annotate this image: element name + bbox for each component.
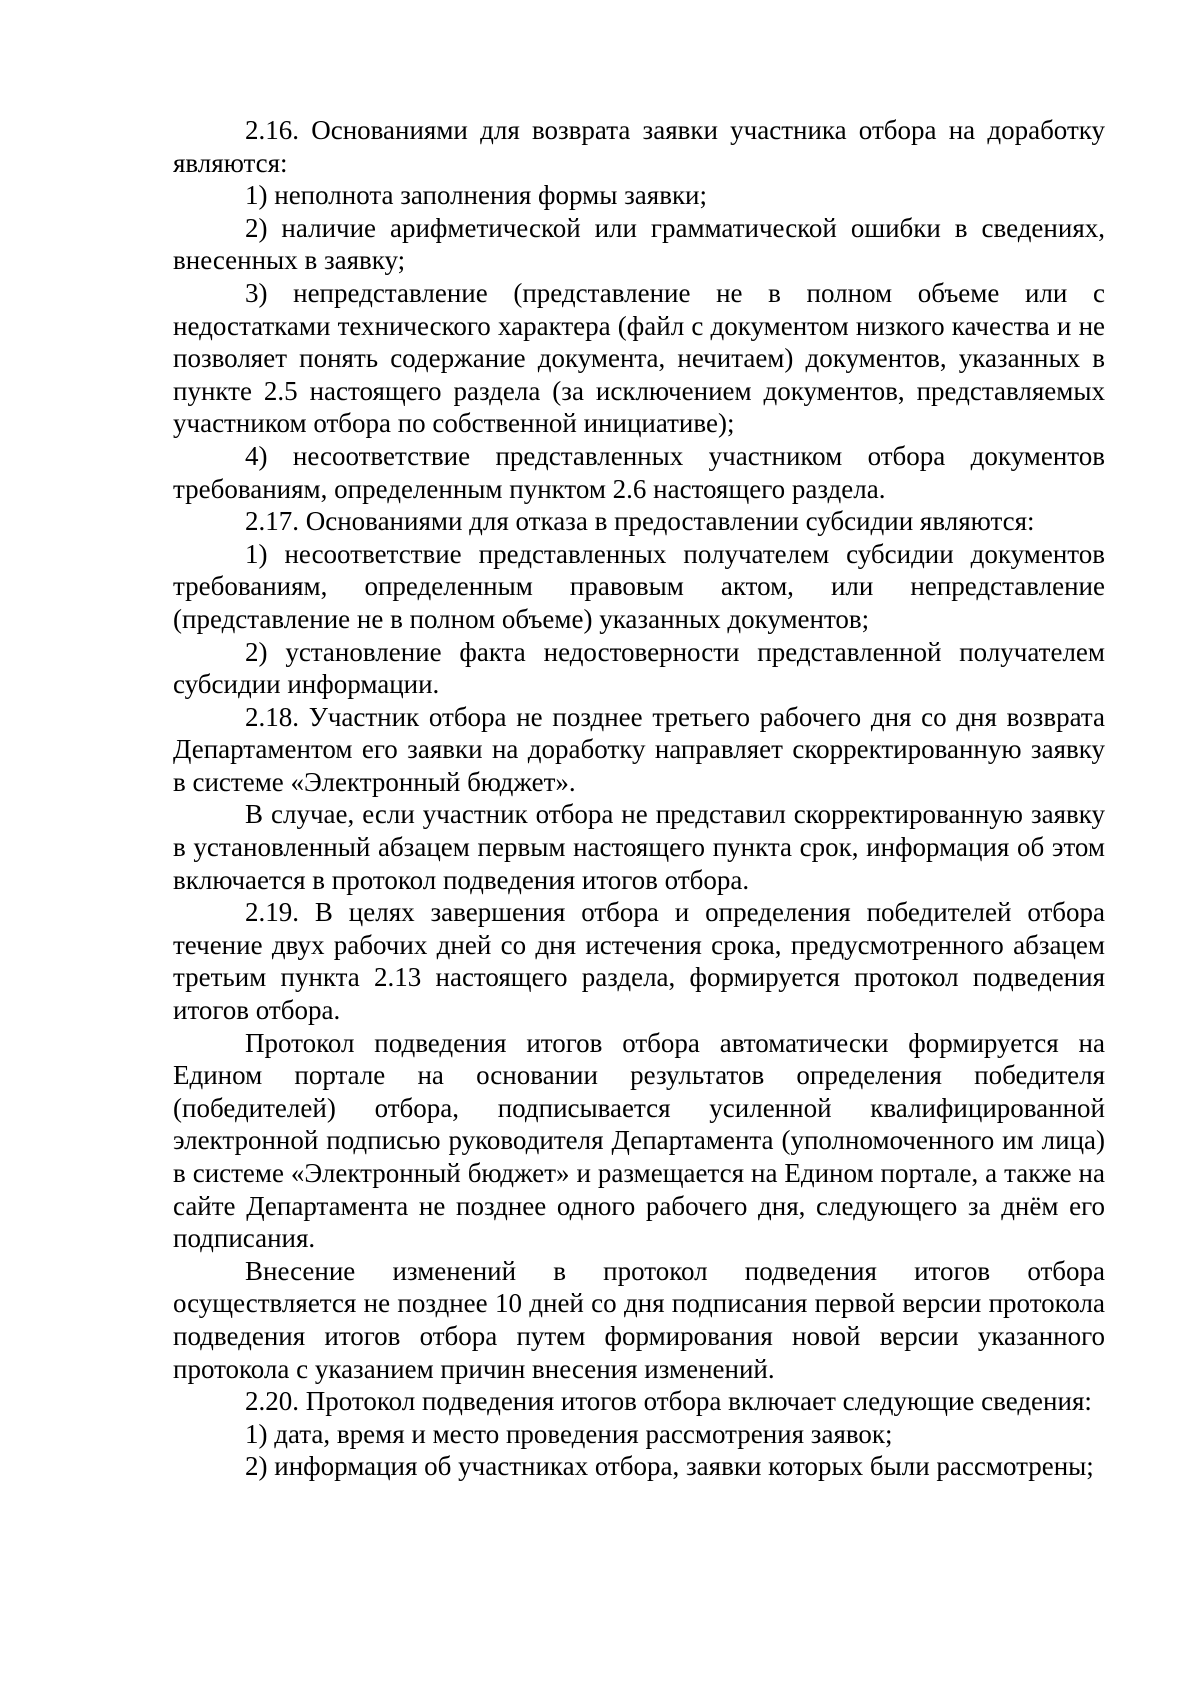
paragraph-2-16-item-3: 3) непредставление (представление не в полном объеме или с недостатками технического характера (файл с документом низкого качества и не позволяет понять содержание документа, нечитаем) документов, указанных в пункте 2.5 настоящего раздела (за исключением документов, представляемых участником отбора по собственной инициативе); [173, 277, 1105, 439]
paragraph-2-16-item-4: 4) несоответствие представленных участником отбора документов требованиям, определенным пунктом 2.6 настоящего раздела. [173, 440, 1105, 504]
paragraph-2-19-protocol: Протокол подведения итогов отбора автоматически формируется на Едином портале на основании результатов определения победителя (победителей) отбора, подписывается усиленной квалифицированной электронной подписью руководителя Департамента (уполномоченного им лица) в системе «Электронный бюджет» и размещается на Едином портале, а также на сайте Департамента не позднее одного рабочего дня, следующего за днём его подписания. [173, 1027, 1105, 1254]
paragraph-2-16-item-1: 1) неполнота заполнения формы заявки; [245, 180, 708, 211]
paragraph-2-18: 2.18. Участник отбора не позднее третьего рабочего дня со дня возврата Департаментом его заявки на доработку направляет скорректированную заявку в системе «Электронный бюджет». [173, 701, 1105, 797]
paragraph-2-16: 2.16. Основаниями для возврата заявки участника отбора на доработку являются: [173, 115, 1105, 178]
paragraph-2-17-item-1: 1) несоответствие представленных получателем субсидии документов требованиям, определенным правовым актом, или непредставление (представление не в полном объеме) указанных документов; [173, 538, 1105, 634]
paragraph-2-19: 2.19. В целях завершения отбора и определения победителей отбора течение двух рабочих дней со дня истечения срока, предусмотренного абзацем третьим пункта 2.13 настоящего раздела, формируется протокол подведения итогов отбора. [173, 897, 1105, 1026]
paragraph-2-20-item-2: 2) информация об участниках отбора, заявки которых были рассмотрены; [245, 1451, 1094, 1482]
paragraph-2-20-item-1: 1) дата, время и место проведения рассмотрения заявок; [245, 1418, 893, 1449]
paragraph-2-17-item-2: 2) установление факта недостоверности представленной получателем субсидии информации. [173, 636, 1105, 700]
paragraph-2-19-changes: Внесение изменений в протокол подведения итогов отбора осуществляется не позднее 10 дней со дня подписания первой версии протокола подведения итогов отбора путем формирования новой версии указанного протокола с указанием причин внесения изменений. [173, 1255, 1105, 1384]
paragraph-2-16-item-2: 2) наличие арифметической или грамматической ошибки в сведениях, внесенных в заявку; [173, 212, 1105, 276]
paragraph-2-20: 2.20. Протокол подведения итогов отбора включает следующие сведения: [245, 1386, 1092, 1417]
paragraph-2-18-case: В случае, если участник отбора не представил скорректированную заявку в установленный абзацем первым настоящего пункта срок, информация об этом включается в протокол подведения итогов отбора. [173, 799, 1105, 895]
paragraph-2-17: 2.17. Основаниями для отказа в предоставлении субсидии являются: [245, 506, 1035, 537]
